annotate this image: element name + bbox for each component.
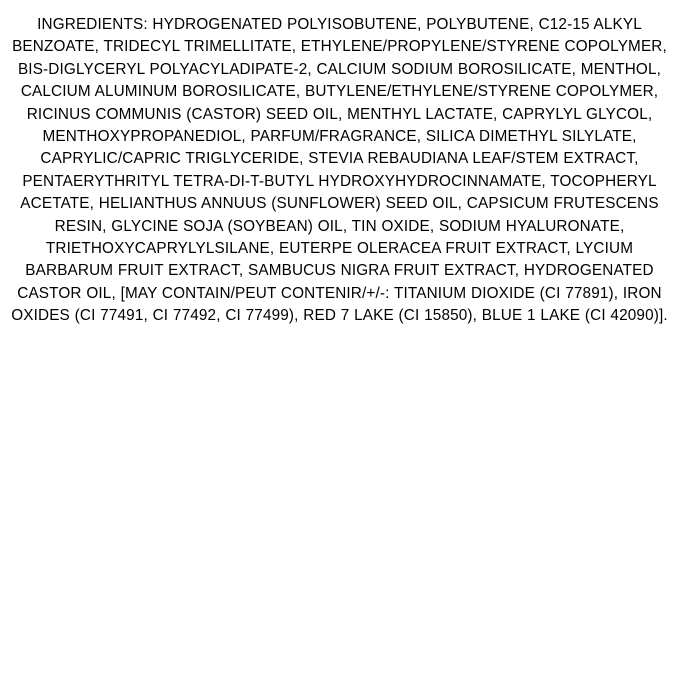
ingredients-list-text: INGREDIENTS: HYDROGENATED POLYISOBUTENE, POLYBUTENE, C12-15 ALKYL BENZOATE, TRIDECYL TRIMELLITATE, ETHYLENE/PROPYLENE/STYRENE COPOLYMER, BIS-DIGLYCERYL POLYACYLADIPATE-2, CALCIUM SODIUM BOROSILICATE, MENTHOL, CALCIUM ALUMINUM BOROSILICATE, BUTYLENE/ETHYLENE/STYRENE COPOLYMER, RICINUS COMMUNIS (CASTOR) SEED OIL, MENTHYL LACTATE, CAPRYLYL GLYCOL, MENTHOXYPROPANEDIOL, PARFUM/FRAGRANCE, SILICA DIMETHYL SILYLATE, CAPRYLIC/CAPRIC TRIGLYCERIDE, STEVIA REBAUDIANA LEAF/STEM EXTRACT, PENTAERYTHRITYL TETRA-DI-T-BUTYL HYDROXYHYDROCINNAMATE, TOCOPHERYL ACETATE, HELIANTHUS ANNUUS (SUNFLOWER) SEED OIL, CAPSICUM FRUTESCENS RESIN, GLYCINE SOJA (SOYBEAN) OIL, TIN OXIDE, SODIUM HYALURONATE, TRIETHOXYCAPRYLYLSILANE, EUTERPE OLERACEA FRUIT EXTRACT, LYCIUM BARBARUM FRUIT EXTRACT, SAMBUCUS NIGRA FRUIT EXTRACT, HYDROGENATED CASTOR OIL, [MAY CONTAIN/PEUT CONTENIR/+/-: TITANIUM DIOXIDE (CI 77891), IRON OXIDES (CI 77491, CI 77492, CI 77499), RED 7 LAKE (CI 15850), BLUE 1 LAKE (CI 42090)]. [11, 16, 672, 325]
